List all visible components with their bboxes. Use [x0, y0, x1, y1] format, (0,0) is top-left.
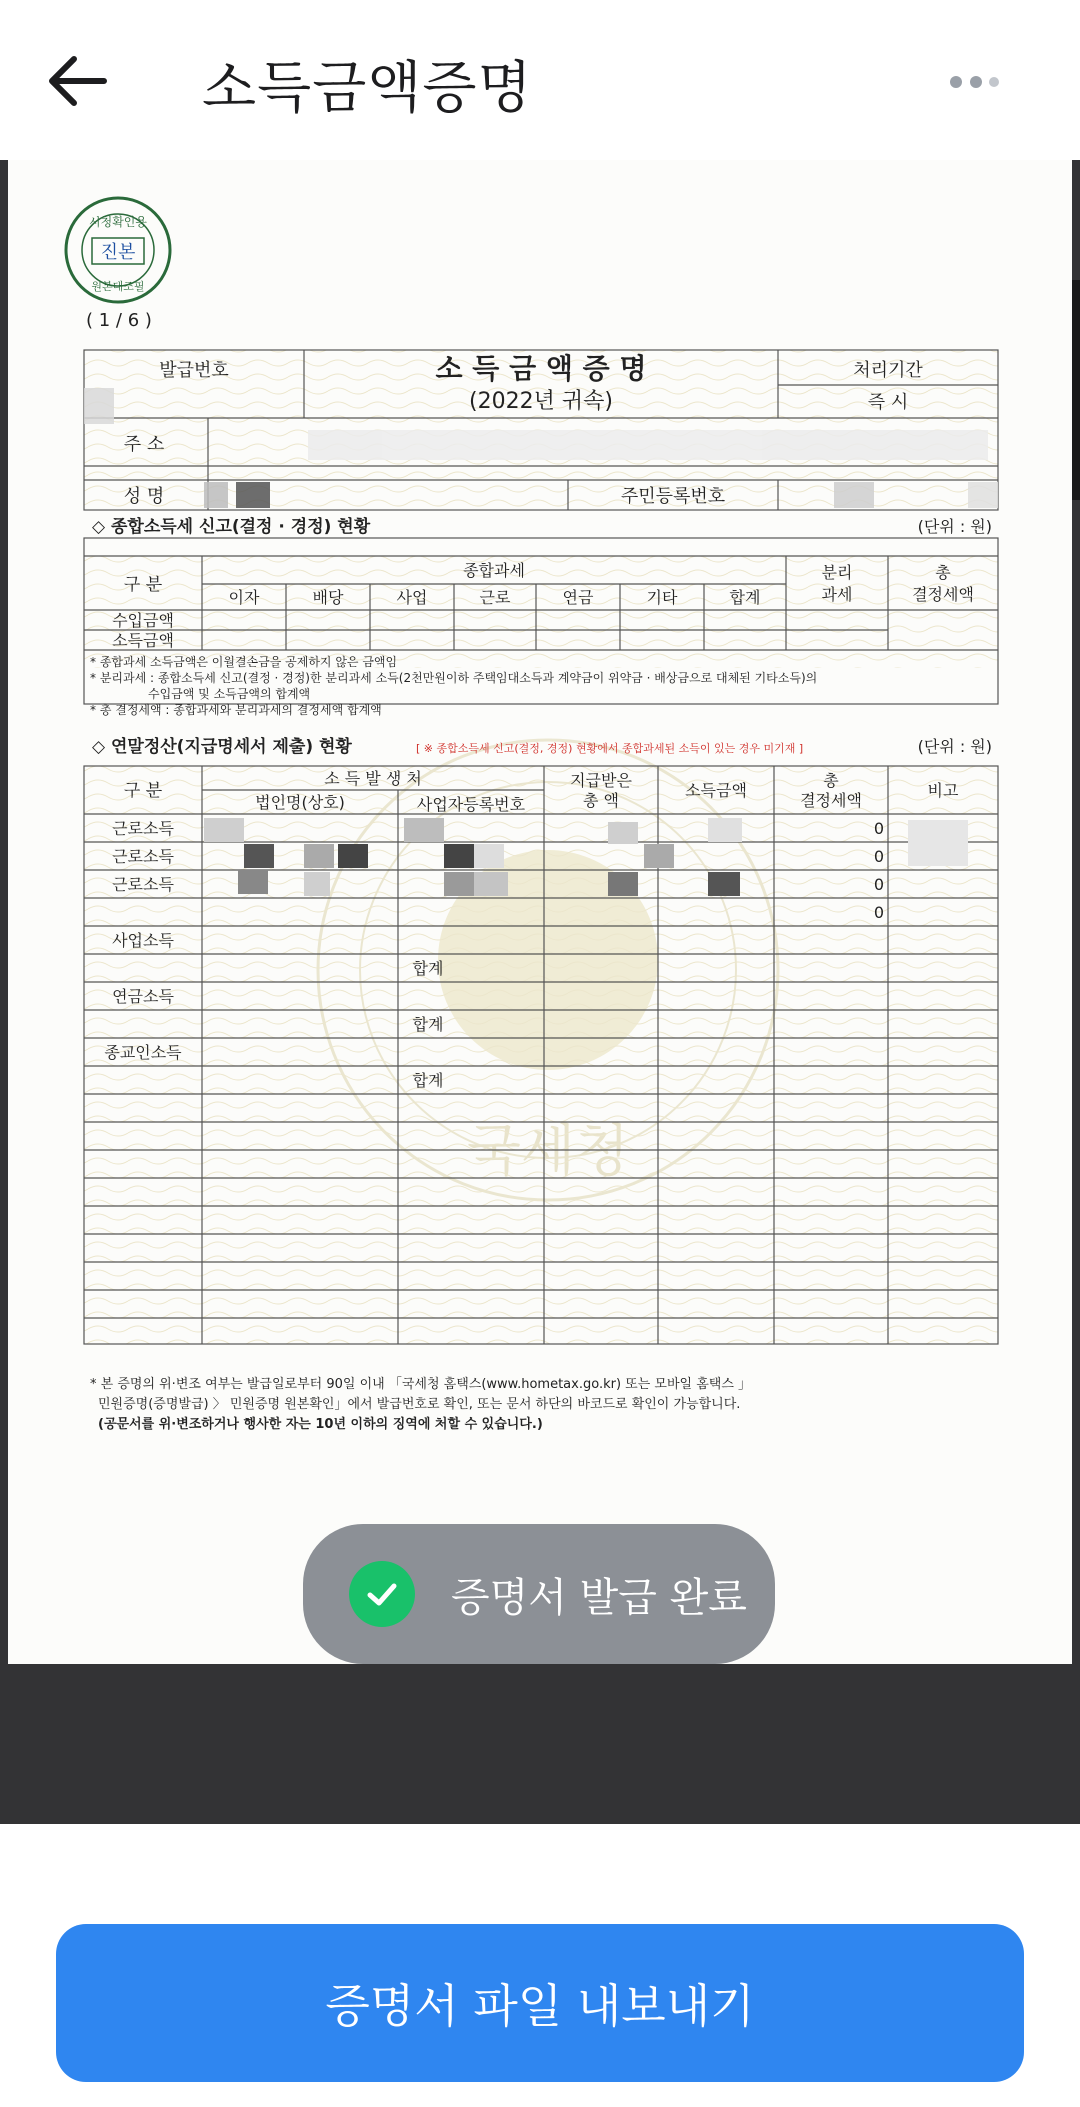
comprehensive-label: 종합과세 — [463, 561, 525, 580]
payer-label: 소 득 발 생 처 — [324, 769, 422, 788]
col-other: 기타 — [646, 588, 678, 607]
section2-title: ◇ 연말정산(지급명세서 제출) 현황 — [92, 737, 352, 757]
doc-year: (2022년 귀속) — [469, 389, 613, 414]
tax-value: 0 — [873, 819, 884, 838]
col-interest: 이자 — [228, 588, 260, 607]
income-label: 소득금액 — [685, 781, 747, 800]
footer-note-2: 민원증명(증명발급) 〉 민원증명 원본확인」에서 발급번호로 확인, 또는 문서 하단의 바코드로 확인이 가능합니다. — [98, 1397, 741, 1412]
remark-label: 비고 — [927, 781, 959, 800]
check-circle-icon — [349, 1561, 415, 1627]
tax-value: 0 — [873, 875, 884, 894]
document-page — [8, 160, 1072, 1664]
section1-category: 구 분 — [123, 575, 163, 595]
row-label: 근로소득 — [112, 875, 174, 894]
footer-note-1: * 본 증명의 위·변조 여부는 발급일로부터 90일 이내 「국세청 홈택스(www.hometax.go.kr) 또는 모바일 홈택스 」 — [90, 1377, 752, 1392]
rrn-label: 주민등록번호 — [620, 486, 726, 507]
row-label: 종교인소득 — [104, 1043, 182, 1062]
section1-unit: (단위 : 원) — [917, 517, 992, 536]
stamp-bottom-text: 원본대조필 — [91, 280, 145, 293]
section1-note-4: * 총 결정세액 : 종합과세와 분리과세의 결정세액 합계액 — [90, 703, 382, 717]
certificate-document — [8, 160, 1072, 1664]
section2-warning: [ ※ 종합소득세 신고(결정, 경정) 현황에서 종합과세된 소득이 있는 경우 미기재 ] — [416, 742, 804, 755]
tax-value: 0 — [873, 847, 884, 866]
sum-label: 합계 — [412, 959, 444, 978]
col-dividend: 배당 — [312, 588, 344, 607]
more-button[interactable] — [946, 64, 1006, 100]
back-button[interactable] — [44, 50, 114, 112]
total-tax-label-1: 총 — [823, 771, 839, 790]
doc-title: 소 득 금 액 증 명 — [435, 352, 647, 385]
paid-total-label-2: 총 액 — [583, 791, 619, 810]
col-pension: 연금 — [562, 588, 594, 607]
paid-total-label-1: 지급받은 — [570, 771, 632, 790]
corp-name-label: 법인명(상호) — [255, 793, 345, 812]
sum-label: 합계 — [412, 1015, 444, 1034]
toast-message: 증명서 발급 완료 — [451, 1574, 747, 1621]
issue-no-label: 발급번호 — [159, 360, 229, 381]
processing-value: 즉 시 — [867, 392, 909, 413]
section1-note-2: * 분리과세 : 종합소득세 신고(결정 · 경정)한 분리과세 소득(2천만원이하 주택임대소득과 계약금이 위약금 · 배상금으로 대체된 기타소득)의 — [90, 671, 818, 685]
col-total: 합계 — [729, 588, 761, 607]
more-horizontal-icon — [946, 64, 1006, 100]
processing-label: 처리기간 — [853, 360, 923, 381]
section1-title: ◇ 종합소득세 신고(결정 · 경정) 현황 — [92, 517, 371, 537]
name-label: 성 명 — [123, 486, 165, 507]
section1-note-3: 수입금액 및 소득금액의 합계액 — [148, 687, 311, 701]
row-label: 연금소득 — [112, 987, 174, 1006]
section2-category: 구 분 — [123, 781, 163, 801]
total-tax-label-2: 결정세액 — [912, 585, 974, 604]
row-label: 근로소득 — [112, 819, 174, 838]
footer-note-3: (공문서를 위·변조하거나 행사한 자는 10년 이하의 징역에 처할 수 있습니다.) — [98, 1417, 543, 1432]
address-label: 주 소 — [123, 434, 165, 455]
section1-note-1: * 종합과세 소득금액은 이월결손금을 공제하지 않은 금액임 — [90, 655, 398, 669]
row-revenue: 수입금액 — [112, 611, 174, 630]
col-business: 사업 — [396, 588, 428, 607]
col-labor: 근로 — [479, 588, 511, 607]
authentic-stamp — [66, 198, 170, 302]
app-header — [0, 0, 1080, 160]
separate-label-2: 과세 — [821, 585, 853, 604]
page-indicator: ( 1 / 6 ) — [86, 310, 152, 331]
row-label: 사업소득 — [112, 931, 174, 950]
tax-value: 0 — [873, 903, 884, 922]
section2-unit: (단위 : 원) — [917, 737, 992, 756]
stamp-ring-text: 시청확인용 — [89, 215, 147, 229]
total-tax-label-1: 총 — [935, 563, 951, 582]
export-file-button[interactable]: 증명서 파일 내보내기 — [56, 1924, 1024, 2082]
page-title: 소득금액증명 — [202, 56, 533, 121]
sum-label: 합계 — [412, 1071, 444, 1090]
biz-no-label: 사업자등록번호 — [416, 795, 526, 814]
arrow-left-icon — [44, 50, 114, 112]
row-income: 소득금액 — [112, 631, 174, 650]
stamp-text: 진본 — [100, 242, 136, 263]
success-toast — [303, 1524, 775, 1664]
row-label: 근로소득 — [112, 847, 174, 866]
total-tax-label-2: 결정세액 — [800, 791, 862, 810]
separate-label-1: 분리 — [821, 563, 853, 582]
